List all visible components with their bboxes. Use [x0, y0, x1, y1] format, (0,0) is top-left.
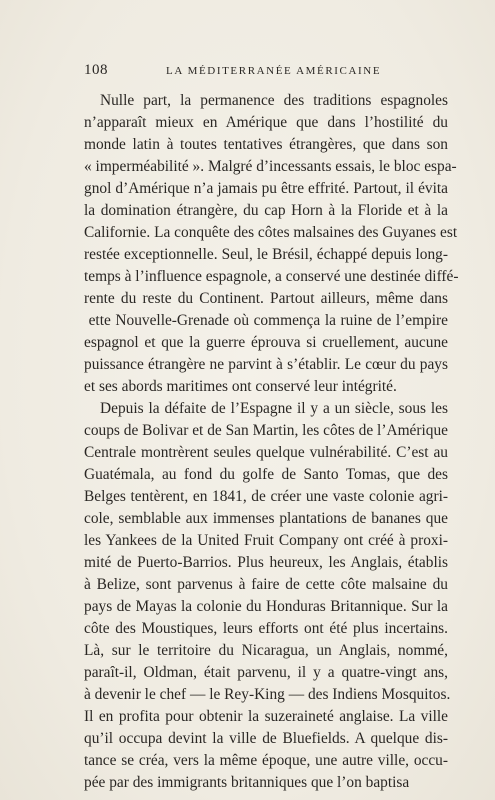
text-line: Guatémala, au fond du golfe de Santo Tomas, que des: [84, 466, 448, 483]
text-line: Depuis la défaite de l’Espagne il y a un siècle, sous les: [100, 400, 448, 417]
text-line: puissance étrangère ne parvint à s’établir. Le cœur du pays: [84, 356, 448, 373]
text-line: « imperméabilité ». Malgré d’incessants essais, le bloc espa-: [84, 158, 457, 175]
running-head: LA MÉDITERRANÉE AMÉRICAINE: [166, 65, 382, 77]
text-line: qu’il occupa devint la ville de Bluefields. A quelque dis-: [84, 730, 448, 747]
text-line: pays de Mayas la colonie du Honduras Britannique. Sur la: [84, 598, 448, 615]
text-line: gnol d’Amérique n’a jamais pu être effrité. Partout, il évita: [84, 180, 448, 197]
text-line: Centrale montrèrent seules quelque vulnérabilité. C’est au: [84, 444, 448, 461]
text-line: coups de Bolivar et de San Martin, les côtes de l’Amérique: [84, 422, 448, 439]
body-text: [84, 90, 459, 794]
text-line: la domination étrangère, du cap Horn à la Floride et à la: [84, 202, 448, 219]
text-line: rente du reste du Continent. Partout ailleurs, même dans: [84, 290, 448, 307]
page-header: [84, 62, 424, 82]
text-line: temps à l’influence espagnole, a conservé une destinée diffé-: [84, 268, 459, 285]
text-line: et ses abords maritimes ont conservé leur intégrité.: [84, 378, 397, 395]
text-line: monde latin à toutes tentatives étrangères, que dans son: [84, 136, 448, 153]
text-line: restée exceptionnelle. Seul, le Brésil, échappé depuis long-: [84, 246, 448, 263]
text-line: à devenir le chef — le Rey-King — des Indiens Mosquitos.: [84, 686, 451, 703]
text-line: côte des Moustiques, leurs efforts ont été plus incertains.: [84, 620, 448, 637]
text-line: les Yankees de la United Fruit Company ont créé à proxi-: [84, 532, 448, 549]
text-line: cole, semblable aux immenses plantations de bananes que: [84, 510, 448, 527]
text-line: Californie. La conquête des côtes malsaines des Guyanes est: [84, 224, 458, 241]
text-line: Il en profita pour obtenir la suzeraineté anglaise. La ville: [84, 708, 448, 725]
text-line: pée par des immigrants britanniques que l’on baptisa: [84, 774, 410, 791]
text-line: Là, sur le territoire du Nicaragua, un Anglais, nommé,: [84, 642, 448, 659]
text-line: mité de Puerto-Barrios. Plus heureux, les Anglais, établis: [84, 554, 448, 571]
text-line: Belges tentèrent, en 1841, de créer une vaste colonie agri-: [84, 488, 448, 505]
text-line: espagnol et que la guerre éprouva si cruellement, aucune: [84, 334, 448, 351]
text-line: n’apparaît mieux en Amérique que dans l’hostilité du: [84, 114, 448, 131]
page-number: 108: [84, 62, 108, 78]
text-line: ette Nouvelle-Grenade où commença la ruine de l’empire: [84, 312, 448, 329]
text-line: à Belize, sont parvenus à faire de cette côte malsaine du: [84, 576, 448, 593]
text-line: paraît-il, Oldman, était parvenu, il y a quatre-vingt ans,: [84, 664, 448, 681]
text-line: tance se créa, vers la même époque, une autre ville, occu-: [84, 752, 448, 769]
text-line: Nulle part, la permanence des traditions espagnoles: [100, 92, 448, 109]
